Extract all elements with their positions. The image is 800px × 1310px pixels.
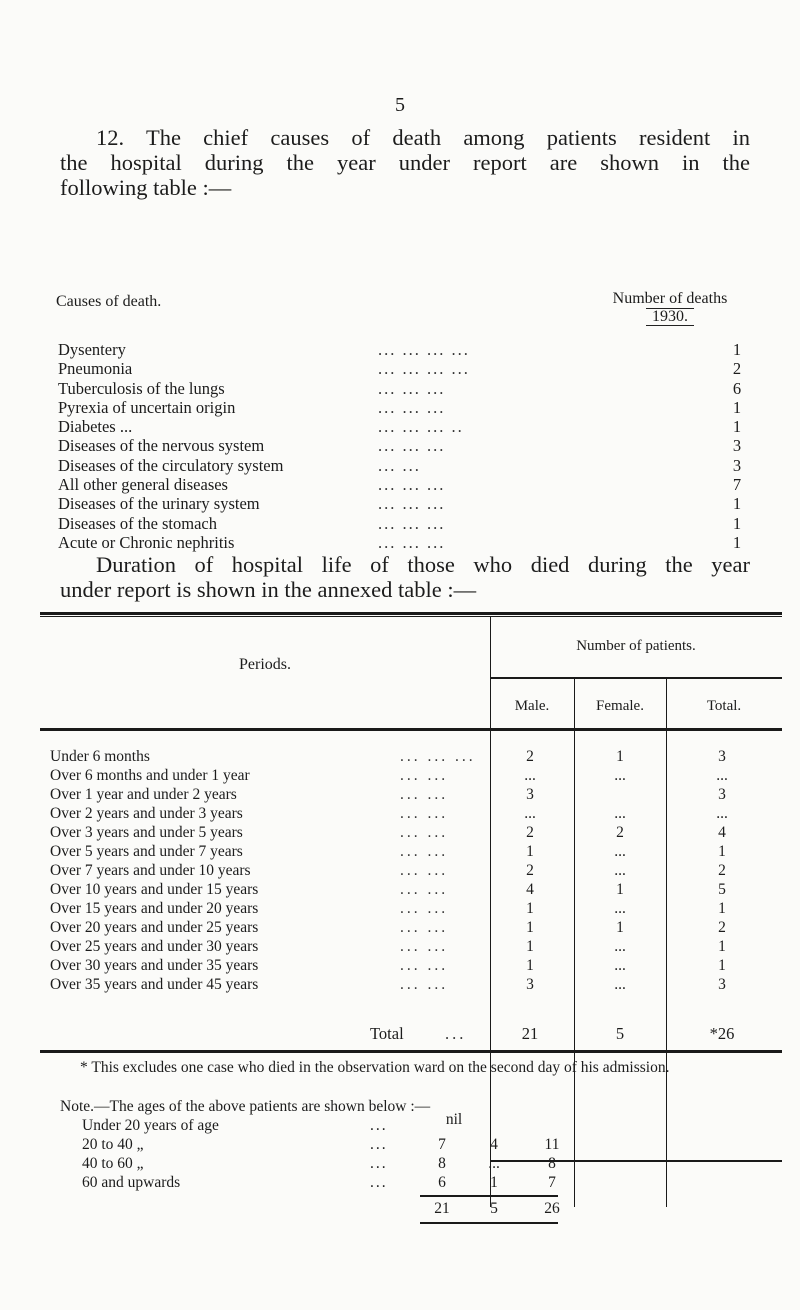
- cause-name: Tuberculosis of the lungs: [58, 378, 225, 398]
- male-cell: 3: [526, 786, 534, 803]
- period-label: Over 5 years and under 7 years: [50, 843, 243, 860]
- male-cell: 2: [526, 862, 534, 879]
- note-row: [82, 1155, 782, 1174]
- total-row: [40, 1024, 782, 1043]
- cause-count: 3: [732, 455, 742, 475]
- leader-dots: ... ...: [400, 919, 449, 936]
- total-cell: 1: [718, 900, 726, 917]
- cause-row: [58, 533, 778, 552]
- duration-line: under report is shown in the annexed table :—: [60, 577, 477, 602]
- note-col-b: 1: [490, 1174, 498, 1191]
- note-total-c: 26: [544, 1200, 560, 1217]
- leader-dots: ...: [370, 1174, 388, 1191]
- total-label: Total: [370, 1024, 404, 1043]
- note-row: [82, 1174, 782, 1193]
- cause-name: Diseases of the urinary system: [58, 494, 260, 514]
- cause-count: 3: [732, 436, 742, 456]
- leader-dots: ... ... ...: [378, 513, 446, 533]
- period-label: Over 1 year and under 2 years: [50, 786, 237, 803]
- total-cell: ...: [716, 805, 728, 822]
- total-cell: 1: [718, 843, 726, 860]
- intro-line: the hospital during the year under report are shown in the: [60, 150, 750, 175]
- male-cell: 4: [526, 881, 534, 898]
- male-cell: 1: [526, 919, 534, 936]
- leader-dots: ... ... ... ..: [378, 417, 464, 437]
- cause-row: [58, 359, 778, 378]
- total-cell: 3: [718, 748, 726, 765]
- grand-total: *26: [709, 1024, 735, 1043]
- causes-column-header: Causes of death.: [56, 293, 162, 310]
- table-row: [40, 786, 782, 805]
- leader-dots: ... ... ...: [400, 748, 476, 765]
- note-col-a: nil: [445, 1111, 463, 1128]
- page-number: 5: [395, 94, 405, 116]
- leader-dots: ... ...: [400, 976, 449, 993]
- note-col-b: 4: [490, 1136, 498, 1153]
- header-bottom-rule-thin: [40, 730, 782, 731]
- leader-dots: ... ... ...: [378, 532, 446, 552]
- note-age-label: Under 20 years of age: [82, 1117, 219, 1134]
- note-intro: [60, 1098, 760, 1117]
- cause-count: 1: [732, 417, 742, 437]
- leader-dots: ...: [370, 1136, 388, 1153]
- male-cell: ...: [524, 767, 536, 784]
- deaths-column-header: [560, 290, 780, 326]
- total-cell: 4: [718, 824, 726, 841]
- female-cell: ...: [614, 862, 626, 879]
- note-col-b: ...: [488, 1155, 500, 1172]
- leader-dots: ... ...: [400, 767, 449, 784]
- leader-dots: ... ... ...: [378, 397, 446, 417]
- cause-count: 1: [732, 397, 742, 417]
- cause-count: 1: [732, 513, 742, 533]
- table-row: [40, 938, 782, 957]
- note-bottom-rule: [420, 1222, 558, 1224]
- leader-dots: ... ... ...: [378, 494, 446, 514]
- leader-dots: ... ...: [400, 786, 449, 803]
- cause-row: [58, 494, 778, 513]
- cause-count: 2: [732, 359, 742, 379]
- period-label: Over 20 years and under 25 years: [50, 919, 259, 936]
- male-header: Male.: [514, 698, 550, 714]
- cause-row: [58, 340, 778, 359]
- table-row: [40, 919, 782, 938]
- male-cell: 3: [526, 976, 534, 993]
- total-cell: 3: [718, 976, 726, 993]
- female-cell: ...: [614, 938, 626, 955]
- leader-dots: ...: [370, 1117, 388, 1134]
- total-cell: 2: [718, 919, 726, 936]
- leader-dots: ... ...: [400, 824, 449, 841]
- table-top-rule-thin: [40, 616, 782, 617]
- cause-row: [58, 417, 778, 436]
- period-label: Over 7 years and under 10 years: [50, 862, 251, 879]
- cause-name: Diseases of the circulatory system: [58, 455, 284, 475]
- total-cell: 5: [718, 881, 726, 898]
- female-cell: ...: [614, 976, 626, 993]
- period-label: Over 25 years and under 30 years: [50, 938, 259, 955]
- table-row: [40, 824, 782, 843]
- leader-dots: ... ... ...: [378, 436, 446, 456]
- cause-count: 6: [732, 378, 742, 398]
- cause-row: [58, 514, 778, 533]
- female-cell: 1: [616, 881, 624, 898]
- total-cell: 1: [718, 957, 726, 974]
- male-cell: ...: [524, 805, 536, 822]
- female-cell: 1: [616, 748, 624, 765]
- leader-dots: ... ...: [400, 862, 449, 879]
- period-label: Over 30 years and under 35 years: [50, 957, 259, 974]
- note-age-label: 60 and upwards: [82, 1174, 181, 1191]
- table-row: [40, 843, 782, 862]
- leader-dots: ... ... ...: [378, 378, 446, 398]
- leader-dots: ... ... ... ...: [378, 340, 470, 359]
- male-cell: 1: [526, 900, 534, 917]
- deaths-header-year: 1930.: [646, 308, 694, 326]
- cause-row: [58, 379, 778, 398]
- cause-count: 7: [732, 475, 742, 495]
- note-total-b: 5: [490, 1200, 498, 1217]
- total-header: Total.: [706, 698, 742, 714]
- leader-dots: ... ... ...: [378, 475, 446, 495]
- table-row: [40, 767, 782, 786]
- period-label: Under 6 months: [50, 748, 150, 765]
- periods-header: Periods.: [239, 656, 291, 673]
- female-cell: ...: [614, 900, 626, 917]
- cause-row: [58, 475, 778, 494]
- table-row: [40, 957, 782, 976]
- total-cell: 3: [718, 786, 726, 803]
- cause-name: Dysentery: [58, 340, 126, 359]
- leader-dots: ... ...: [400, 938, 449, 955]
- cause-name: Acute or Chronic nephritis: [58, 532, 235, 552]
- female-cell: 2: [616, 824, 624, 841]
- note-row: [82, 1111, 782, 1136]
- leader-dots: ... ...: [400, 900, 449, 917]
- leader-dots: ...: [445, 1024, 467, 1043]
- footnote: * This excludes one case who died in the observation ward on the second day of his admission.: [80, 1059, 670, 1076]
- note-row: [82, 1136, 782, 1155]
- leader-dots: ... ...: [400, 957, 449, 974]
- period-label: Over 10 years and under 15 years: [50, 881, 259, 898]
- leader-dots: ...: [370, 1155, 388, 1172]
- table-row: [40, 881, 782, 900]
- cause-count: 1: [732, 532, 742, 552]
- male-cell: 2: [526, 824, 534, 841]
- female-cell: ...: [614, 957, 626, 974]
- period-label: Over 35 years and under 45 years: [50, 976, 259, 993]
- female-cell: ...: [614, 805, 626, 822]
- period-label: Over 3 years and under 5 years: [50, 824, 243, 841]
- cause-name: Pneumonia: [58, 359, 133, 379]
- female-cell: 1: [616, 919, 624, 936]
- causes-list: [58, 340, 778, 552]
- male-total: 21: [521, 1024, 539, 1043]
- leader-dots: ... ...: [378, 455, 421, 475]
- table-bottom-rule: [40, 1050, 782, 1053]
- male-cell: 1: [526, 938, 534, 955]
- cause-row: [58, 436, 778, 455]
- female-cell: ...: [614, 767, 626, 784]
- cause-name: Pyrexia of uncertain origin: [58, 397, 236, 417]
- period-label: Over 6 months and under 1 year: [50, 767, 250, 784]
- table-row: [40, 900, 782, 919]
- female-total: 5: [615, 1024, 625, 1043]
- number-of-patients-header: Number of patients.: [576, 638, 696, 654]
- cause-row: [58, 398, 778, 417]
- duration-paragraph: [60, 552, 750, 602]
- note-col-a: 7: [438, 1136, 446, 1153]
- leader-dots: ... ...: [400, 805, 449, 822]
- note-col-a: 6: [438, 1174, 446, 1191]
- cause-row: [58, 456, 778, 475]
- intro-line: 12. The chief causes of death among patients resident in: [96, 125, 750, 150]
- table-row: [40, 748, 782, 767]
- leader-dots: ... ... ... ...: [378, 359, 470, 379]
- age-note: [60, 1098, 760, 1278]
- cause-name: Diabetes ...: [58, 417, 133, 437]
- intro-line: following table :—: [60, 175, 232, 200]
- period-label: Over 15 years and under 20 years: [50, 900, 259, 917]
- note-total-row: [82, 1200, 782, 1219]
- cause-count: 1: [732, 494, 742, 514]
- note-total-a: 21: [434, 1200, 450, 1217]
- female-cell: ...: [614, 843, 626, 860]
- note-col-c: 8: [548, 1155, 556, 1172]
- cause-count: 1: [732, 340, 742, 359]
- table-row: [40, 862, 782, 881]
- leader-dots: ... ...: [400, 843, 449, 860]
- table-top-rule: [40, 612, 782, 615]
- note-age-label: 20 to 40 „: [82, 1136, 144, 1153]
- deaths-header-label: Number of deaths: [612, 290, 728, 307]
- table-row: [40, 805, 782, 824]
- cause-name: Diseases of the nervous system: [58, 436, 265, 456]
- intro-paragraph: [60, 125, 750, 200]
- note-col-c: 11: [544, 1136, 560, 1153]
- male-cell: 2: [526, 748, 534, 765]
- period-label: Over 2 years and under 3 years: [50, 805, 243, 822]
- note-col-c: 7: [548, 1174, 556, 1191]
- leader-dots: ... ...: [400, 881, 449, 898]
- note-total-rule: [420, 1195, 558, 1197]
- table-row: [40, 976, 782, 995]
- note-col-a: 8: [438, 1155, 446, 1172]
- group-header-rule: [490, 677, 782, 679]
- male-cell: 1: [526, 957, 534, 974]
- note-intro-text: Note.—The ages of the above patients are shown below :—: [60, 1098, 431, 1115]
- female-header: Female.: [596, 698, 644, 714]
- cause-name: Diseases of the stomach: [58, 513, 217, 533]
- cause-name: All other general diseases: [58, 475, 228, 495]
- total-cell: 2: [718, 862, 726, 879]
- total-cell: 1: [718, 938, 726, 955]
- note-age-label: 40 to 60 „: [82, 1155, 144, 1172]
- total-cell: ...: [716, 767, 728, 784]
- male-cell: 1: [526, 843, 534, 860]
- duration-line: Duration of hospital life of those who died during the year: [96, 552, 750, 577]
